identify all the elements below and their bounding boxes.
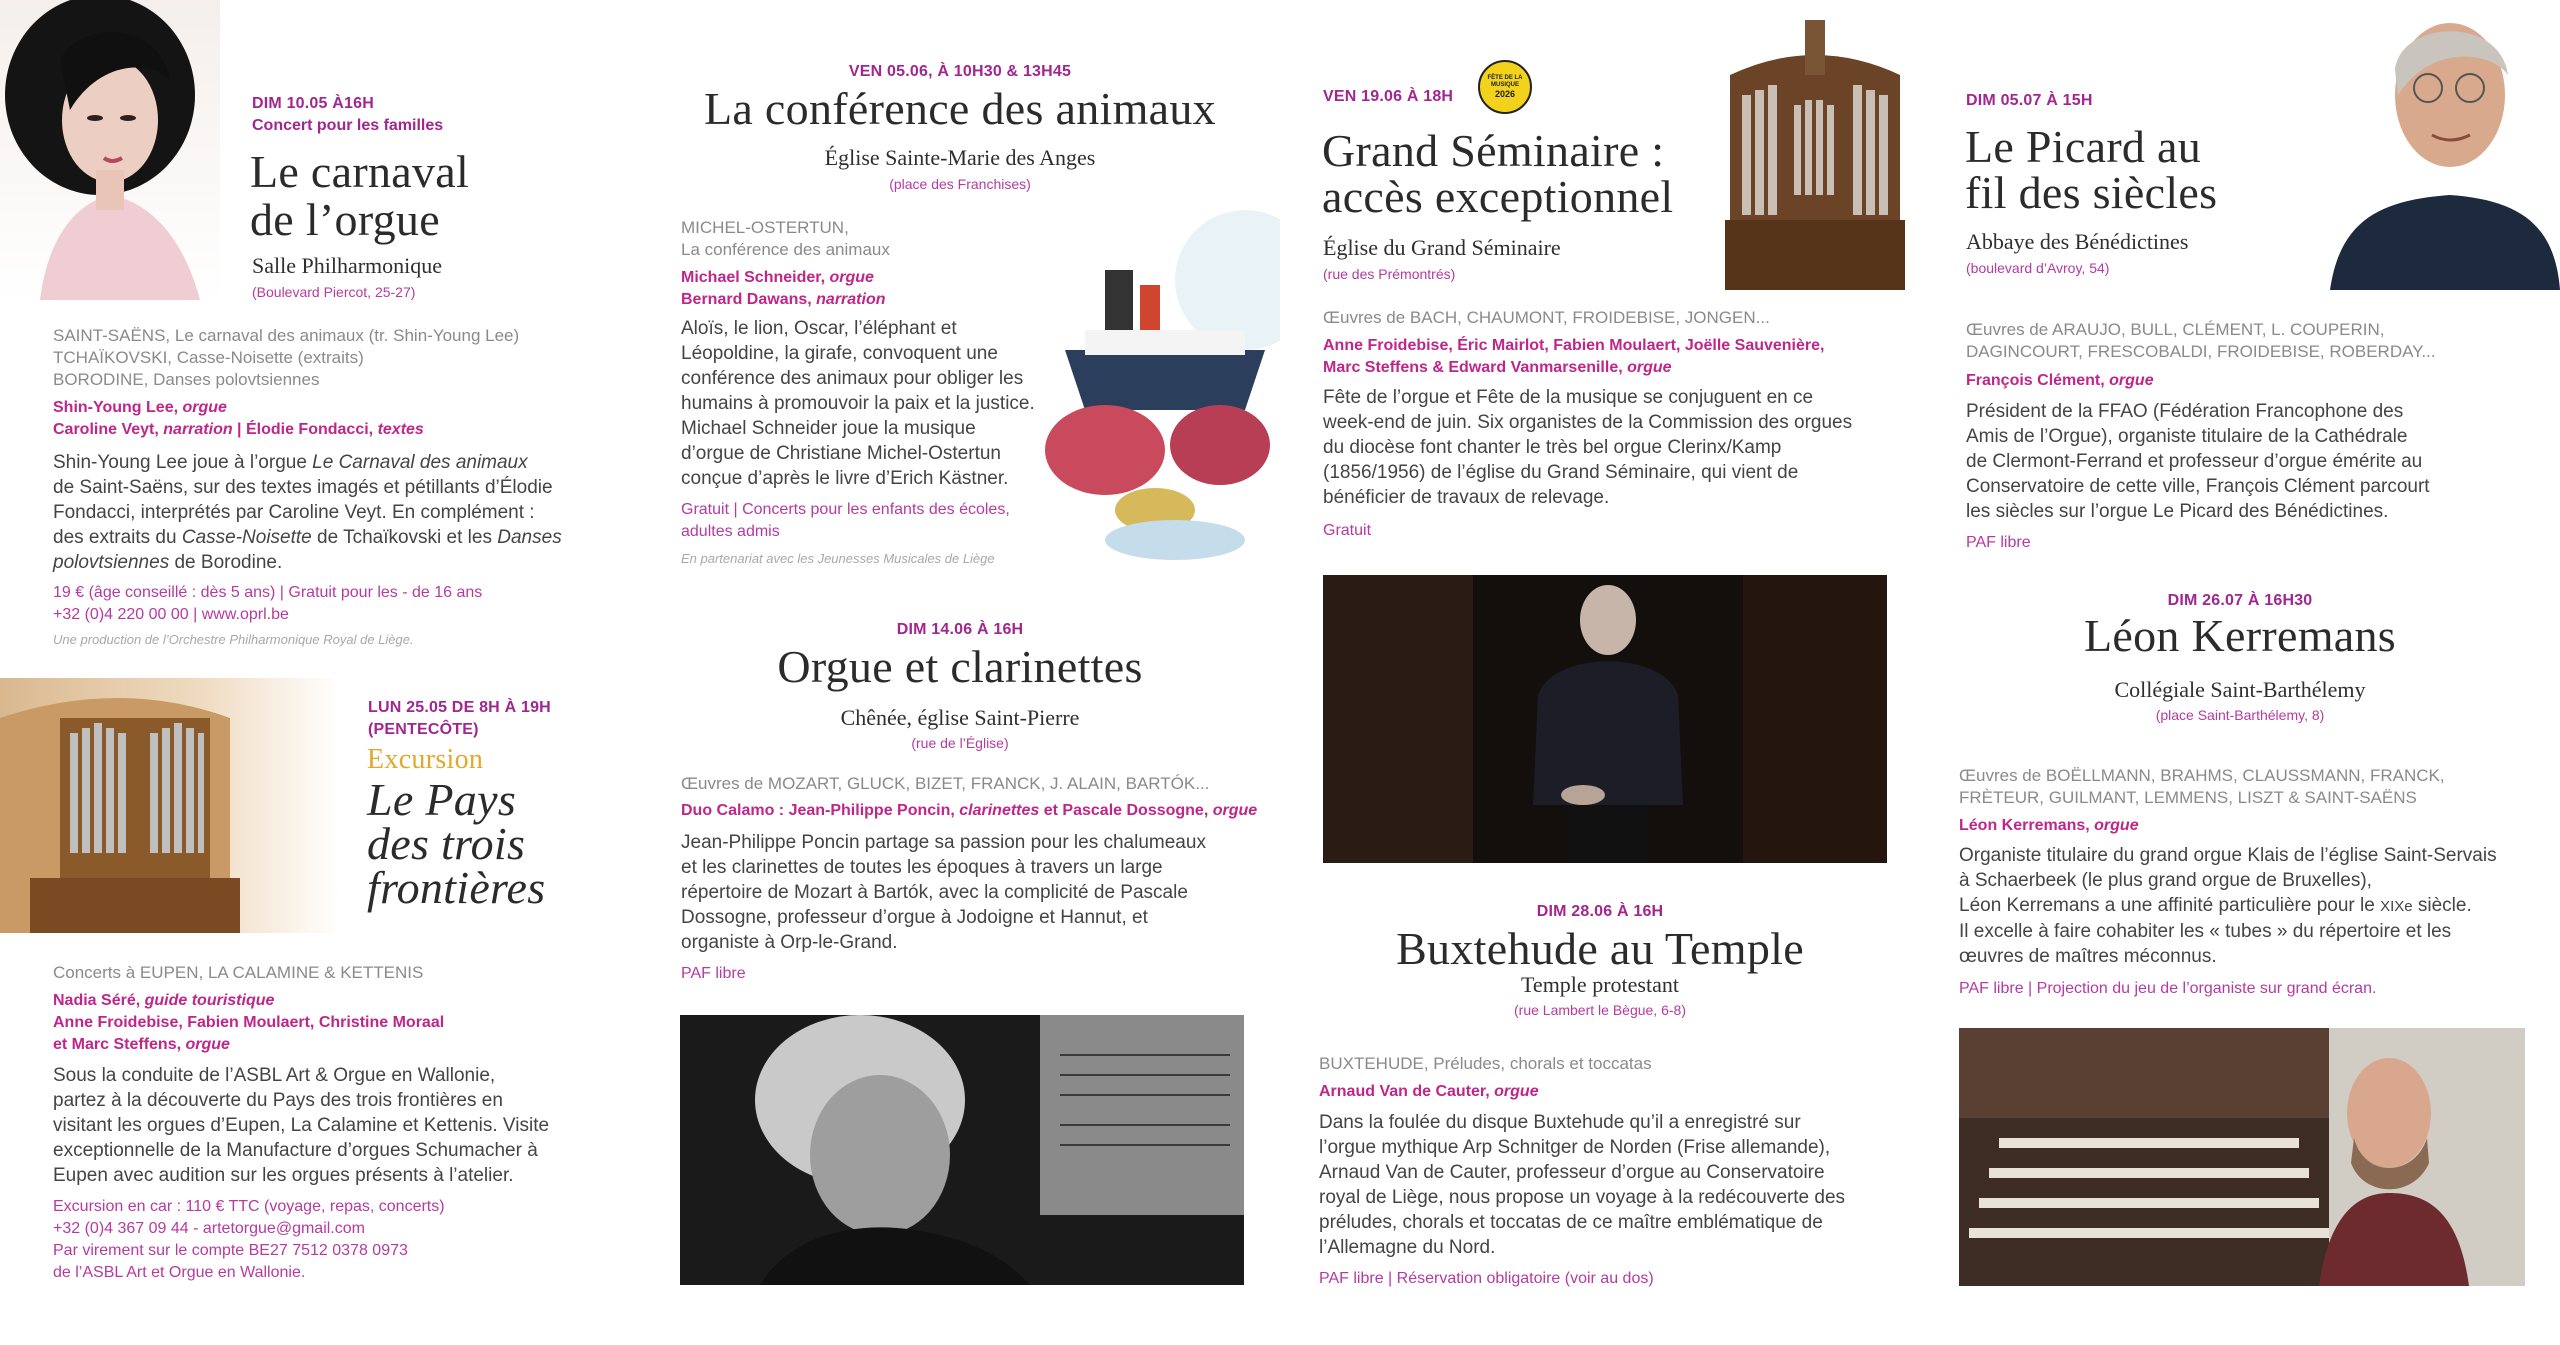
grand-seminaire-organ-photo [1710,5,1920,290]
works-line: MICHEL-OSTERTUN, [681,218,849,237]
organist-seated-photo [1323,575,1887,863]
address: (place des Franchises) [889,176,1031,192]
performers [681,267,886,311]
text: (1856/1956) de l’église du Grand Séminaire, qui vient de [1323,462,1799,483]
title-line: Grand Séminaire : [1322,125,1665,176]
works-line: FRÈTEUR, GUILMANT, LEMMENS, LISZT & SAINT-SAËNS [1959,788,2417,807]
practical-info [53,1196,445,1284]
performers [1323,335,1824,379]
performer-name: Nadia Séré, [53,992,145,1009]
column-2 [640,0,1280,1345]
text: l’Allemagne du Nord. [1319,1237,1496,1258]
practical-info [681,499,1010,543]
description [681,316,1051,491]
description [681,830,1271,955]
works-list [1966,319,2435,363]
works-list: Œuvres de BACH, CHAUMONT, FROIDEBISE, JONGEN... [1323,308,1770,327]
event-date: DIM 28.06 À 16H [1536,903,1664,920]
text: partez à la découverte du Pays des trois frontières en [53,1090,503,1111]
works-line: SAINT-SAËNS, Le carnaval des animaux (tr. Shin-Young Lee) [53,326,520,345]
performer-name: François Clément, [1966,372,2110,389]
text: préludes, chorals et toccatas de ce maître emblématique de [1319,1212,1823,1233]
performers [1959,815,2139,837]
works-list [681,217,890,261]
text: de Clermont-Ferrand et professeur d’orgue émérite au [1966,451,2423,472]
event-title [1322,125,1674,222]
credit: Une production de l’Orchestre Philharmonique Royal de Liège. [53,632,414,647]
works-line: Œuvres de ARAUJO, BULL, CLÉMENT, L. COUPERIN, [1966,320,2385,339]
description [53,1063,623,1188]
text: Eupen avec audition sur les orgues présents à l’atelier. [53,1165,514,1186]
text: répertoire de Mozart à Bartók, avec la complicité de Pascale [681,882,1188,903]
practical-info: PAF libre [1966,534,2031,551]
address: (rue Lambert le Bègue, 6-8) [1514,1002,1686,1018]
text: Shin-Young Lee joue à l’orgue [53,452,313,473]
performer-role: orgue [182,399,227,416]
performer-role: clarinettes [959,802,1040,819]
performers [681,800,1257,822]
works-line: DAGINCOURT, FRESCOBALDI, FROIDEBISE, ROBERDAY... [1966,342,2436,361]
works-list: Œuvres de MOZART, GLUCK, BIZET, FRANCK, J. ALAIN, BARTÓK... [681,774,1210,793]
badge-text: FÊTE DE LA MUSIQUE [1487,75,1523,88]
badge-year: 2026 [1494,89,1516,99]
performer-name: Duo Calamo : Jean-Philippe Poncin, [681,802,960,819]
text: œuvres de maîtres méconnus. [1959,946,2217,967]
address: (place Saint-Barthélemy, 8) [2155,707,2325,723]
info-line: Par virement sur le compte BE27 7512 0378 0973 [53,1242,408,1259]
description [1966,399,2536,524]
text: Président de la FFAO (Fédération Francophone des [1966,401,2404,422]
info-line: 19 € (âge conseillé : dès 5 ans) | Gratuit pour les - de 16 ans [53,584,483,601]
performer-role: guide touristique [144,992,275,1009]
performer-name: Shin-Young Lee, [53,399,183,416]
performer-role: orgue [1627,359,1672,376]
performer-role: orgue [2094,817,2139,834]
text: l’orgue mythique Arp Schnitger de Norden (Frise allemande), [1319,1137,1831,1158]
address: (boulevard d’Avroy, 54) [1966,260,2110,276]
title-line: Le carnaval [250,146,470,197]
title-line: Le Picard au [1965,121,2202,172]
venue: Temple protestant [1521,972,1679,997]
venue: Collégiale Saint-Barthélemy [2114,677,2366,702]
venue: Église Sainte-Marie des Anges [824,145,1096,170]
venue: Église du Grand Séminaire [1323,235,1561,260]
practical-info [53,582,482,626]
column-3 [1280,0,1920,1345]
text: Le Carnaval des animaux [312,452,528,473]
text: du diocèse font chanter le très bel orgue Clerinx/Kamp [1323,437,1782,458]
text: royal de Liège, nous propose un voyage à la redécouverte des [1319,1187,1846,1208]
column-1 [0,0,640,1345]
organ-photo [0,678,340,933]
works-line: Œuvres de BOËLLMANN, BRAHMS, CLAUSSMANN, FRANCK, [1959,766,2445,785]
event-date: DIM 14.06 À 16H [896,621,1024,638]
performer-name: et Pascale Dossogne, [1039,802,1213,819]
text: Dossogne, professeur d’orgue à Jodoigne et Hannut, et [681,907,1148,928]
text: de Tchaïkovski et les [311,527,498,548]
works-line: BORODINE, Danses polovtsiennes [53,370,320,389]
title-line: accès exceptionnel [1322,171,1674,222]
column-4 [1920,0,2560,1345]
text: de Borodine. [169,552,283,573]
performer-name: et Marc Steffens, [53,1036,186,1053]
francois-clement-photo [2320,0,2560,290]
venue: Salle Philharmonique [252,253,443,278]
text: Fondacci, interprétés par Caroline Veyt. En complément : [53,502,535,523]
works-line: La conférence des animaux [681,240,890,259]
performers [1319,1081,1539,1103]
info-line: adultes admis [681,523,780,540]
text: Fête de l’orgue et Fête de la musique se conjuguent en ce [1323,387,1814,408]
event-date [368,697,551,741]
text: Danses [497,527,562,548]
text: week-end de juin. Six organistes de la Commission des orgues [1323,412,1853,433]
event-kicker: Excursion [367,744,484,775]
performer-role: orgue [1212,802,1258,819]
event-title [250,148,469,244]
description [1959,843,2549,969]
info-line[interactable]: +32 (0)4 367 09 44 - artetorgue@gmail.com [53,1220,365,1237]
text: Sous la conduite de l’ASBL Art & Orgue en Wallonie, [53,1065,496,1086]
text: des extraits du [53,527,182,548]
works-line: TCHAÏKOVSKI, Casse-Noisette (extraits) [53,348,364,367]
text: d’orgue de Christiane Michel-Ostertun [681,443,1001,464]
event-title: Buxtehude au Temple [1396,923,1804,974]
performers [53,990,444,1056]
event-date: DIM 26.07 À 16H30 [2167,592,2313,609]
event-title: Orgue et clarinettes [777,641,1143,692]
text: siècle. [2412,895,2472,916]
performer-name: Marc Steffens & Edward Vanmarsenille, [1323,359,1628,376]
event-title [367,774,546,913]
practical-info: Gratuit [1323,522,1372,539]
date-line: (PENTECÔTE) [368,721,479,738]
text: Aloïs, le lion, Oscar, l’éléphant et [681,318,957,339]
title-line: Le Pays [367,774,517,825]
works-list: Concerts à EUPEN, LA CALAMINE & KETTENIS [53,963,424,982]
performer-name: | Élodie Fondacci, [232,421,378,438]
text: à Schaerbeek (le plus grand orgue de Bruxelles), [1959,870,2372,891]
leon-kerremans-photo [1959,1028,2525,1286]
text: Arnaud Van de Cauter, professeur d’orgue au Conservatoire [1319,1162,1825,1183]
text: conférence des animaux pour obliger les [681,368,1024,389]
performer-name: Anne Froidebise, Éric Mairlot, Fabien Moulaert, Joëlle Sauvenière, [1323,337,1825,354]
text: Léopoldine, la girafe, convoquent une [681,343,998,364]
description [1323,385,1893,510]
fete-musique-badge [1478,60,1532,114]
practical-info: PAF libre [681,965,746,982]
practical-info: PAF libre | Réservation obligatoire (voir au dos) [1319,1270,1654,1287]
text: visitant les orgues d’Eupen, La Calamine et Kettenis. Visite [53,1115,550,1136]
text: exceptionnelle de la Manufacture d’orgues Schumacher à [53,1140,538,1161]
event-date: DIM 05.07 À 15H [1966,92,2093,109]
text: Amis de l’Orgue), organiste titulaire de la Cathédrale [1966,426,2408,447]
performer-role: orgue [1494,1083,1539,1100]
address: (rue des Prémontrés) [1323,266,1456,282]
performers [1966,370,2154,392]
description [53,450,623,575]
shin-young-lee-photo [0,0,220,300]
info-line[interactable]: +32 (0)4 220 00 00 | www.oprl.be [53,606,289,623]
performer-name: Michael Schneider, [681,269,830,286]
address: (rue de l’Église) [911,735,1009,751]
text: les siècles sur l’orgue Le Picard des Bénédictines. [1966,501,2389,522]
title-line: des trois [367,818,526,869]
title-line: fil des siècles [1965,167,2218,218]
performer-name: Léon Kerremans, [1959,817,2095,834]
performer-role: orgue [185,1036,230,1053]
event-date: DIM 10.05 À16H [252,95,374,112]
date-line: LUN 25.05 DE 8H À 19H [368,699,551,716]
performers [53,397,424,441]
text: Léon Kerremans a une affinité particulière pour le [1959,895,2381,916]
event-subtitle: Concert pour les familles [252,117,444,134]
text: Organiste titulaire du grand orgue Klais de l’église Saint-Servais [1959,845,2497,866]
info-line: Gratuit | Concerts pour les enfants des écoles, [681,501,1010,518]
performer-role: narration [163,421,233,438]
performer-name: Anne Froidebise, Fabien Moulaert, Christine Moraal [53,1014,445,1031]
text: Casse-Noisette [181,527,312,548]
text: Conservatoire de cette ville, François Clément parcourt [1966,476,2430,497]
text: bénéficier de travaux de relevage. [1323,487,1610,508]
text: Il excelle à faire cohabiter les « tubes » du répertoire et les [1959,921,2452,942]
performer-role: narration [816,291,886,308]
practical-info: PAF libre | Projection du jeu de l’organiste sur grand écran. [1959,980,2377,997]
event-title: Léon Kerremans [2083,610,2396,661]
info-line: Excursion en car : 110 € TTC (voyage, repas, concerts) [53,1198,445,1215]
title-line: de l’orgue [250,194,440,245]
event-title: La conférence des animaux [704,83,1216,134]
text: Michael Schneider joue la musique [681,418,976,439]
text: polovtsiennes [53,552,170,573]
description [1319,1110,1909,1260]
event-title [1965,121,2218,218]
text: Jean-Philippe Poncin partage sa passion pour les chalumeaux [681,832,1206,853]
performer-name: Arnaud Van de Cauter, [1319,1083,1495,1100]
animal-illustration [1045,210,1280,570]
address: (Boulevard Piercot, 25-27) [252,284,416,300]
works-list [53,325,623,391]
text: de Saint-Saëns, sur des textes imagés et pétillants d’Élodie [53,477,553,498]
performer-name: Bernard Dawans, [681,291,817,308]
performer-role: textes [377,421,424,438]
works-list: BUXTEHUDE, Préludes, chorals et toccatas [1319,1054,1652,1073]
performer-name: Caroline Veyt, [53,421,164,438]
title-line: frontières [367,862,546,913]
event-date: VEN 19.06 À 18H [1323,88,1454,105]
works-list [1959,765,2445,809]
venue: Abbaye des Bénédictines [1966,229,2189,254]
performer-role: orgue [829,269,874,286]
event-date: VEN 05.06, À 10H30 & 13H45 [848,63,1072,80]
text: conçue d’après le livre d’Erich Kästner. [681,468,1009,489]
info-line: de l’ASBL Art et Orgue en Wallonie. [53,1264,306,1281]
venue: Chênée, église Saint-Pierre [840,705,1080,730]
pascale-dossogne-photo [680,1015,1244,1285]
credit: En partenariat avec les Jeunesses Musicales de Liège [681,551,995,566]
text: organiste à Orp-le-Grand. [681,932,898,953]
text: XIXe [2380,898,2413,915]
text: et les clarinettes de toutes les époques à travers un large [681,857,1163,878]
text: humains à promouvoir la paix et la justice. [681,393,1035,414]
performer-role: orgue [2109,372,2154,389]
text: Dans la foulée du disque Buxtehude qu’il a enregistré sur [1319,1112,1801,1133]
